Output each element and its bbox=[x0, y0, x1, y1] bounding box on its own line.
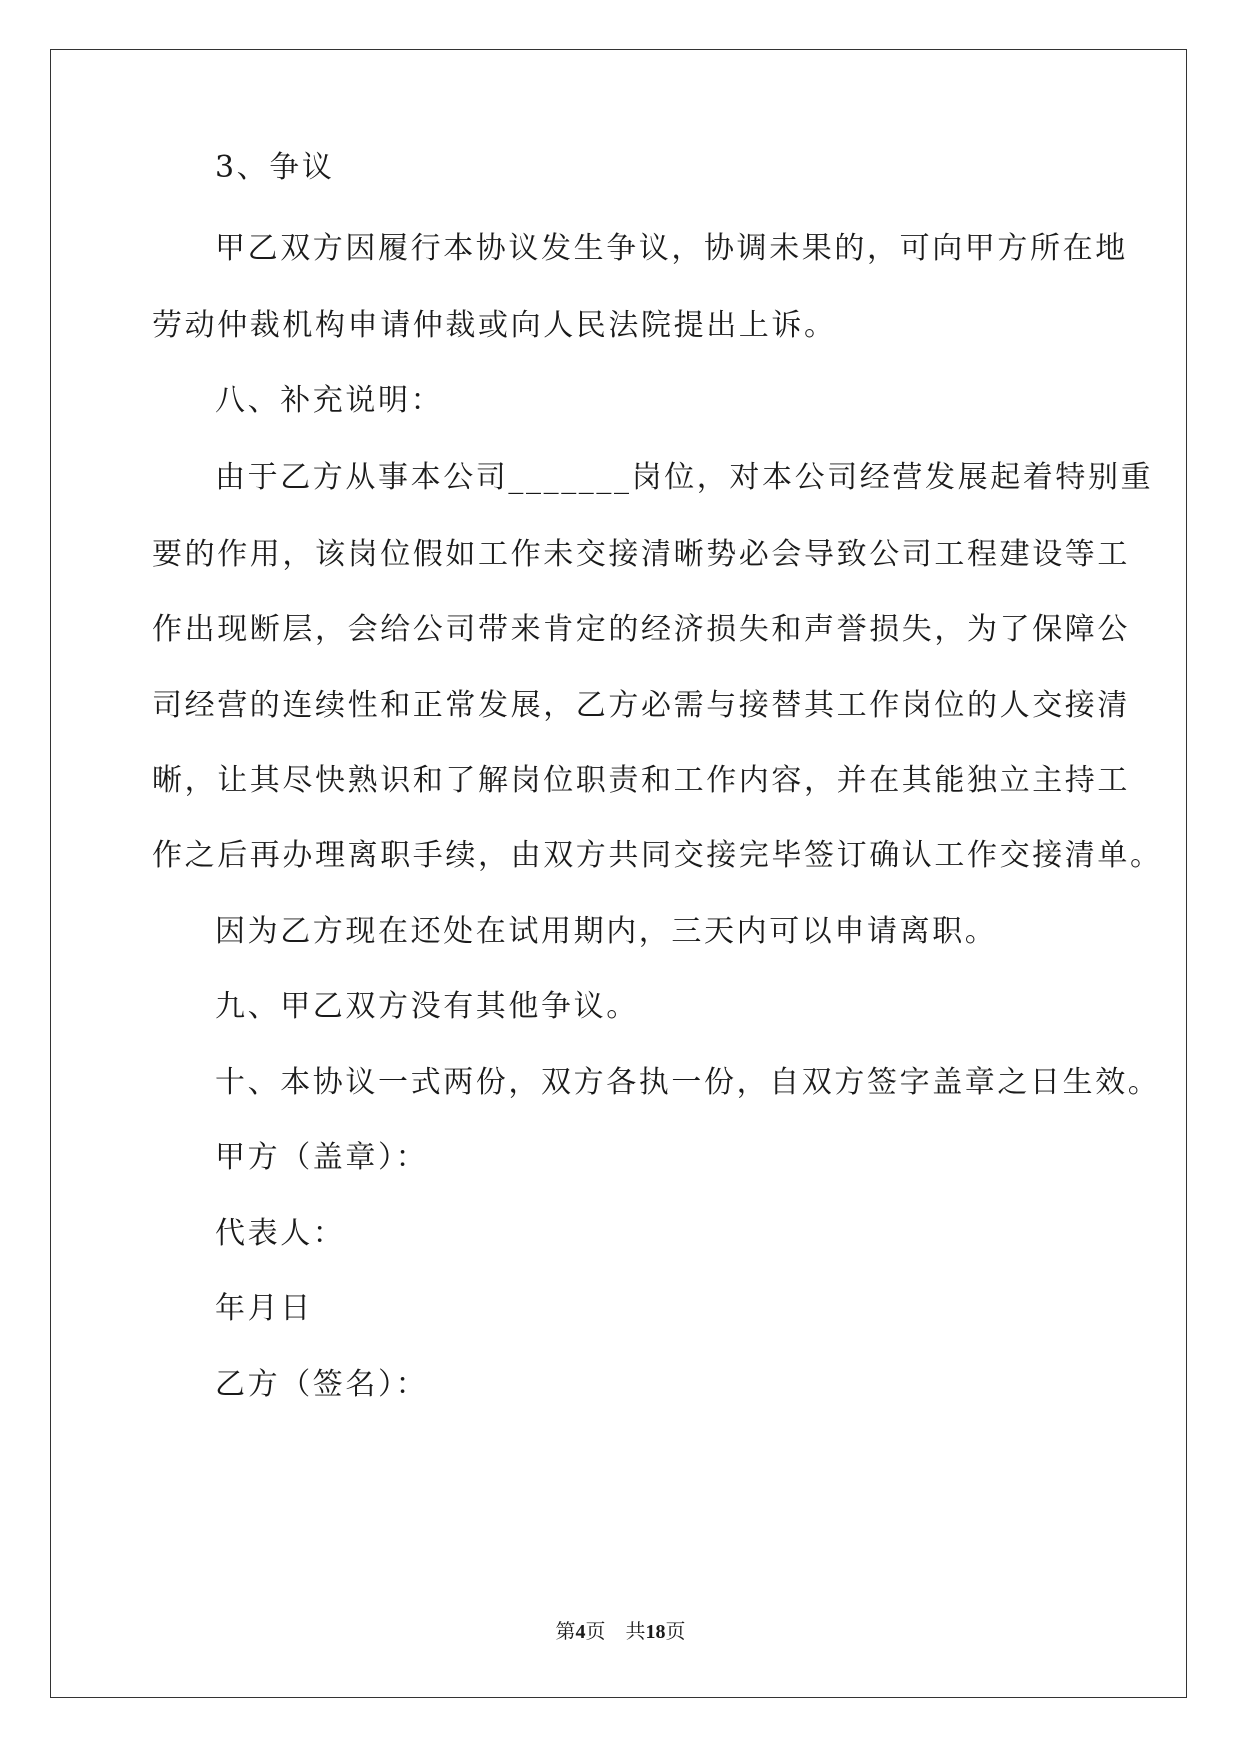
paragraph-line: 要的作用，该岗位假如工作未交接清晰势必会导致公司工程建设等工 bbox=[152, 537, 1130, 572]
party-a-seal-label: 甲方（盖章）： bbox=[215, 1140, 429, 1175]
section-heading-no-dispute: 九、甲乙双方没有其他争议。 bbox=[215, 989, 639, 1024]
section-heading-supplement: 八、补充说明： bbox=[215, 383, 444, 418]
party-b-signature-label: 乙方（签名）： bbox=[215, 1367, 429, 1402]
paragraph-line: 甲乙双方因履行本协议发生争议，协调未果的，可向甲方所在地 bbox=[215, 231, 1128, 266]
page-footer bbox=[0, 1619, 1241, 1645]
paragraph-line: 作之后再办理离职手续，由双方共同交接完毕签订确认工作交接清单。 bbox=[152, 838, 1163, 873]
total-pages: 18 bbox=[645, 1621, 666, 1643]
date-label: 年月日 bbox=[215, 1291, 313, 1326]
representative-label: 代表人： bbox=[215, 1216, 346, 1251]
paragraph-line: 因为乙方现在还处在试用期内，三天内可以申请离职。 bbox=[215, 914, 998, 949]
total-suffix: 页 bbox=[665, 1621, 686, 1643]
paragraph-line: 劳动仲裁机构申请仲裁或向人民法院提出上诉。 bbox=[152, 308, 837, 343]
section-heading-copies: 十、本协议一式两份，双方各执一份，自双方签字盖章之日生效。 bbox=[215, 1065, 1161, 1100]
page-suffix: 页 bbox=[585, 1621, 606, 1643]
paragraph-line: 作出现断层，会给公司带来肯定的经济损失和声誉损失，为了保障公 bbox=[152, 612, 1130, 647]
page-number: 4 bbox=[575, 1621, 586, 1643]
paragraph-line: 晰，让其尽快熟识和了解岗位职责和工作内容，并在其能独立主持工 bbox=[152, 763, 1130, 798]
total-prefix: 共 bbox=[625, 1621, 646, 1643]
paragraph-line: 由于乙方从事本公司_______岗位，对本公司经营发展起着特别重 bbox=[215, 460, 1154, 495]
paragraph-line: 司经营的连续性和正常发展，乙方必需与接替其工作岗位的人交接清 bbox=[152, 688, 1130, 723]
page-prefix: 第 bbox=[555, 1621, 576, 1643]
section-heading-dispute: 3、争议 bbox=[215, 150, 335, 185]
